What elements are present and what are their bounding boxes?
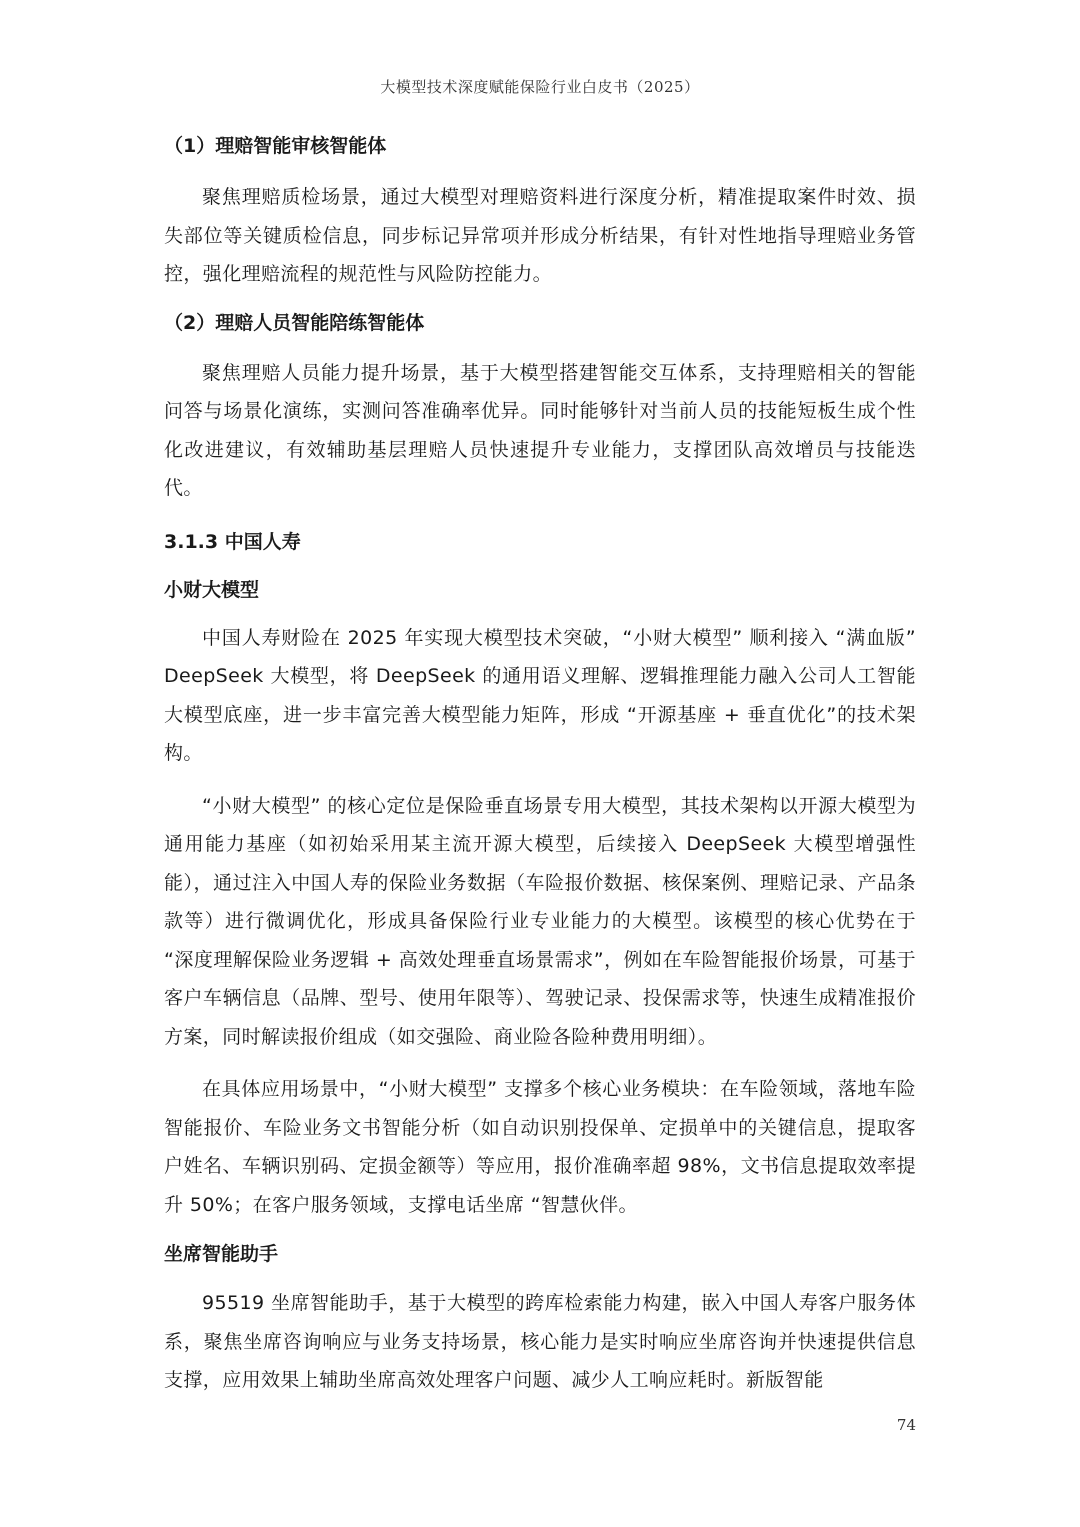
page-number: 74: [896, 1416, 916, 1434]
paragraph-claims-review: 聚焦理赔质检场景，通过大模型对理赔资料进行深度分析，精准提取案件时效、损失部位等关键质检信息，同步标记异常项并形成分析结果，有针对性地指导理赔业务管控，强化理赔流程的规范性与风险防控能力。: [164, 186, 916, 285]
paragraph-xiaocai-intro: 中国人寿财险在 2025 年实现大模型技术突破，“小财大模型” 顺利接入 “满血版” DeepSeek 大模型，将 DeepSeek 的通用语义理解、逻辑推理能力融入公司人工智能大模型底座，进一步丰富完善大模型能力矩阵，形成 “开源基座 + 垂直优化”的技术架构。: [164, 626, 916, 764]
paragraph-claims-training: 聚焦理赔人员能力提升场景，基于大模型搭建智能交互体系，支持理赔相关的智能问答与场景化演练，实测问答准确率优异。同时能够针对当前人员的技能短板生成个性化改进建议，有效辅助基层理赔人员快速提升专业能力，支撑团队高效增员与技能迭代。: [164, 361, 916, 499]
paragraph-xiaocai-architecture: “小财大模型” 的核心定位是保险垂直场景专用大模型，其技术架构以开源大模型为通用能力基座（如初始采用某主流开源大模型，后续接入 DeepSeek 大模型增强性能），通过注入中国人寿的保险业务数据（车险报价数据、核保案例、理赔记录、产品条款等）进行微调优化，形成具备保险行业专业能力的大模型。该模型的核心优势在于 “深度理解保险业务逻辑 + 高效处理垂直场景需求”，例如在车险智能报价场景，可基于客户车辆信息（品牌、型号、使用年限等）、驾驶记录、投保需求等，快速生成精准报价方案，同时解读报价组成（如交强险、商业险各险种费用明细）。: [164, 794, 916, 1048]
section-heading-claims-review-agent: （1）理赔智能审核智能体: [164, 135, 387, 157]
subheading-xiaocai-model: 小财大模型: [164, 578, 260, 601]
subheading-agent-assistant: 坐席智能助手: [164, 1243, 279, 1265]
paragraph-xiaocai-applications: 在具体应用场景中，“小财大模型” 支撑多个核心业务模块：在车险领域，落地车险智能报价、车险业务文书智能分析（如自动识别投保单、定损单中的关键信息，提取客户姓名、车辆识别码、定损金额等）等应用，报价准确率超 98%，文书信息提取效率提升 50%；在客户服务领域，支撑电话坐席 “智慧伙伴。: [164, 1078, 916, 1216]
section-heading-china-life: 3.1.3 中国人寿: [164, 530, 301, 553]
section-heading-claims-training-agent: （2）理赔人员智能陪练智能体: [164, 311, 425, 334]
paragraph-agent-assistant: 95519 坐席智能助手，基于大模型的跨库检索能力构建，嵌入中国人寿客户服务体系，聚焦坐席咨询响应与业务支持场景，核心能力是实时响应坐席咨询并快速提供信息支撑，应用效果上辅助坐席高效处理客户问题、减少人工响应耗时。新版智能: [164, 1292, 916, 1391]
page-content: [164, 128, 916, 1400]
running-header: 大模型技术深度赋能保险行业白皮书（2025）: [380, 78, 700, 96]
